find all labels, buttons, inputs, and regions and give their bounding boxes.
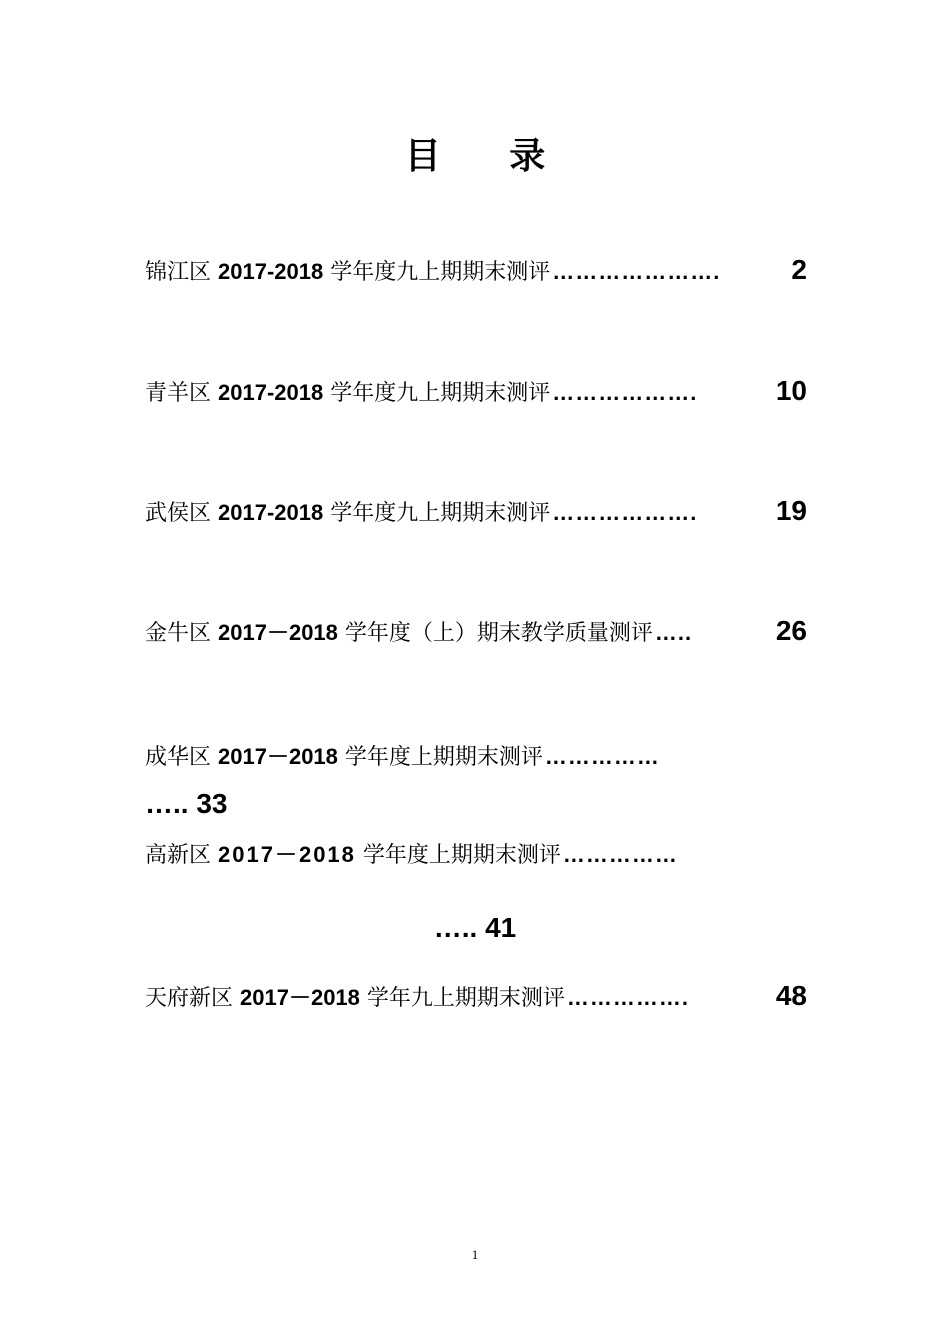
toc-entry-label: 青羊区 2017-2018 学年度九上期期末测评	[145, 380, 551, 406]
toc-page-number: 48	[775, 980, 807, 1011]
toc-page-number: 10	[775, 375, 807, 406]
page-footer-number: 1	[471, 1247, 479, 1262]
toc-entry-label: 武侯区 2017-2018 学年度九上期期末测评	[145, 500, 551, 526]
toc-page-number: 26	[775, 615, 807, 646]
toc-entry-label: 金牛区 2017－2018 学年度（上）期末教学质量测评	[145, 620, 653, 646]
toc-entry-gaoxin[interactable]	[145, 838, 807, 878]
toc-entry-wuhou[interactable]	[145, 495, 807, 535]
toc-entry-jinniu[interactable]	[145, 615, 807, 655]
toc-title: 目 录	[404, 136, 574, 177]
toc-leader-dots: ……………	[562, 842, 678, 867]
toc-entry-label: 高新区 2017－2018 学年度上期期末测评	[145, 842, 561, 868]
toc-leader-dots: ……………….	[552, 380, 698, 405]
toc-leader-dots: ……………….	[552, 500, 698, 525]
toc-entry-label: 成华区 2017－2018 学年度上期期末测评	[145, 744, 543, 770]
toc-leader-dots: ………………….	[552, 259, 721, 284]
toc-entry-label: 天府新区 2017－2018 学年九上期期末测评	[145, 985, 565, 1011]
toc-leader-dots: ……………	[544, 744, 660, 769]
toc-page-number: 2	[791, 254, 807, 285]
toc-entry-chenghua-continuation[interactable]: ….. 33	[145, 788, 228, 819]
toc-entry-label: 锦江区 2017-2018 学年度九上期期末测评	[145, 259, 551, 285]
toc-entry-jinjiang[interactable]	[145, 254, 807, 294]
toc-entry-gaoxin-continuation[interactable]: ….. 41	[433, 912, 517, 943]
toc-entry-chenghua[interactable]	[145, 740, 807, 780]
toc-entry-tianfu[interactable]	[145, 980, 807, 1020]
toc-leader-dots: …………….	[566, 985, 690, 1010]
toc-entry-qingyang[interactable]	[145, 375, 807, 415]
toc-page-number: 19	[775, 495, 807, 526]
toc-leader-dots: …..	[654, 620, 693, 645]
